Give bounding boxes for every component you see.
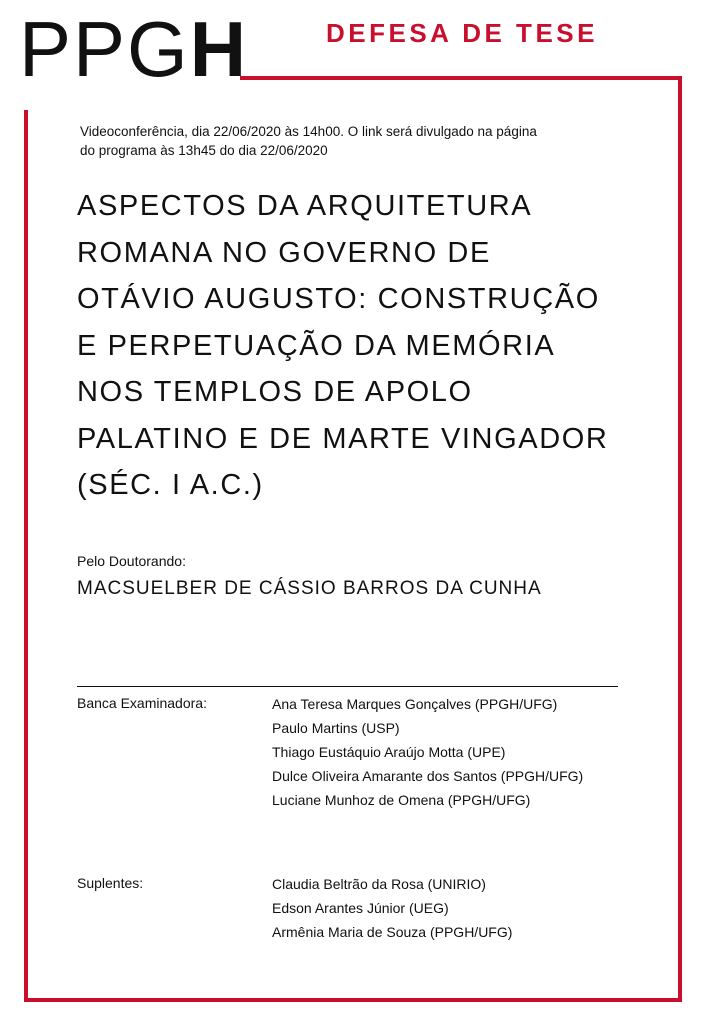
committee-list [272, 692, 583, 812]
committee-member: Thiago Eustáquio Araújo Motta (UPE) [272, 744, 506, 760]
title-line: ASPECTOS DA ARQUITETURA [77, 190, 533, 222]
alternates-list [272, 872, 512, 944]
ppgh-logo [19, 5, 249, 93]
alternates-label: Suplentes: [77, 875, 144, 891]
event-info-line-2: do programa às 13h45 do dia 22/06/2020 [80, 143, 328, 158]
committee-member: Dulce Oliveira Amarante dos Santos (PPGH/UFG) [272, 768, 584, 784]
title-line: E PERPETUAÇÃO DA MEMÓRIA [77, 329, 556, 362]
title-line: ROMANA NO GOVERNO DE [77, 236, 491, 269]
committee-label: Banca Examinadora: [77, 695, 207, 711]
thesis-title [77, 183, 667, 509]
event-info [80, 122, 600, 160]
title-line: NOS TEMPLOS DE APOLO [77, 376, 473, 408]
title-line: OTÁVIO AUGUSTO: CONSTRUÇÃO [77, 283, 600, 315]
logo-bold-text: H [189, 5, 249, 93]
event-info-line-1: Videoconferência, dia 22/06/2020 às 14h00. O link será divulgado na página [80, 124, 537, 139]
committee-member: Ana Teresa Marques Gonçalves (PPGH/UFG) [272, 696, 558, 712]
page-heading: DEFESA DE TESE [326, 18, 598, 48]
alternate-member: Edson Arantes Júnior (UEG) [272, 900, 449, 916]
alternate-member: Claudia Beltrão da Rosa (UNIRIO) [272, 876, 486, 892]
section-divider [77, 686, 618, 687]
committee-member: Luciane Munhoz de Omena (PPGH/UFG) [272, 792, 531, 808]
alternate-member: Armênia Maria de Souza (PPGH/UFG) [272, 924, 513, 940]
committee-member: Paulo Martins (USP) [272, 720, 400, 736]
title-line: PALATINO E DE MARTE VINGADOR [77, 422, 609, 455]
author-label: Pelo Doutorando: [77, 553, 186, 569]
logo-light-text: PPG [19, 5, 190, 93]
author-name: MACSUELBER DE CÁSSIO BARROS DA CUNHA [77, 578, 542, 599]
title-line: (SÉC. I A.C.) [77, 469, 264, 501]
